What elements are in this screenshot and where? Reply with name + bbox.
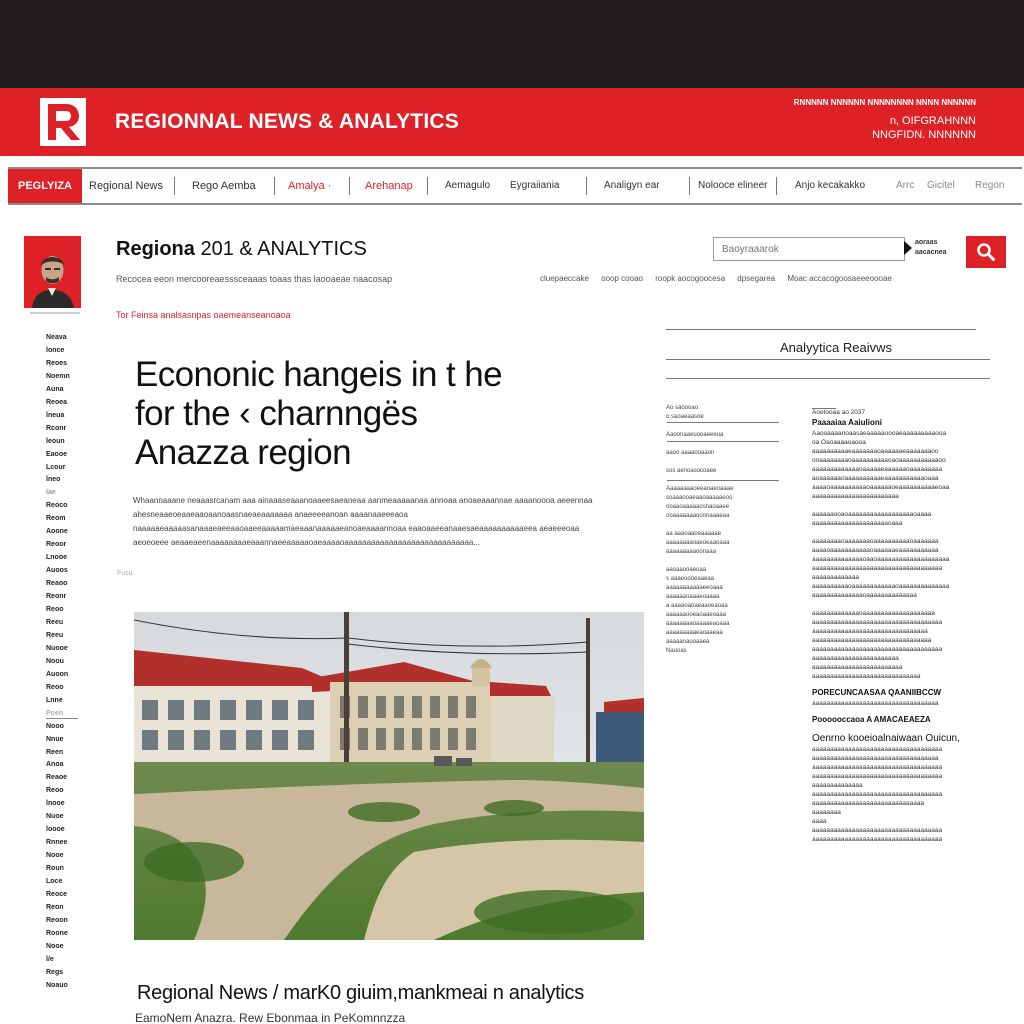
article-headline[interactable] [135,355,615,472]
masthead-subline: Recocea eeon mercooreaesssceaaas toaas thas laooaeae naacosap [116,274,393,284]
headline-line: for the ‹ charnngës [135,394,418,433]
brand-bar [0,88,1024,156]
section-body-line: aaaaaaaaaaaaaa [812,782,863,789]
section-body-line: aaaaaaaaaaaaaaaaaaaaaaaaaaaaaaaaaaaa [812,827,943,834]
section-title[interactable]: Oenrno kooeioalnaiwaan Ouicun, [812,733,960,744]
left-rail-item[interactable]: leoun [46,437,65,445]
masthead-link[interactable]: dpsegarea [737,274,776,283]
avatar-underline [30,312,80,314]
nav-divider [689,177,690,195]
nav-item[interactable]: Gicitel [927,180,955,191]
left-rail-item[interactable]: lae [46,489,56,497]
section-body-line: Aaooaaaanoaasaeaaaaaoooaeaaaaaaaaaooa [812,430,947,437]
mid-column-line: Aaaaaaaaoeeaoaeoaaae [666,486,734,492]
nav-divider [427,177,428,195]
mid-column-line: sos aenoasocoaee [666,468,717,474]
nav-item[interactable]: Anjo kecakakko [795,180,866,191]
site-title[interactable] [116,238,367,261]
section-body-line: aaaaaaaaaaaaaaaaaaaaaaaaaaaaaaaaaaaa [812,646,943,653]
section-body-line: aaaaaaaaaaaaaaaaaaaaaaaaaaaaaaaaaaaa [812,565,943,572]
left-rail-item[interactable]: Auoos [46,567,68,575]
masthead-link[interactable]: cluepaeccake [540,274,589,283]
section-body-line: aaaaaaaaaaeaaaaaaaoaaaaaaeaaaaaaaoo [812,448,939,455]
mid-column-line: ooaaoaaaaaosnaoaaee [666,504,730,510]
mid-column-line: aaaaaaoaaaeoaaaa [666,594,720,600]
mid-column-line [666,521,782,530]
article-kicker[interactable]: Tor Feinsa analsasnpas oaemeanseanoaoa [116,310,291,320]
left-rail-item[interactable]: Auna [46,385,64,393]
nav-item[interactable]: Analigyn ear [604,180,660,191]
section-body-line: aaaaaaaa [812,809,841,816]
section-body-line: aaaaaaaaaaaaaaaaaaaaaaaaaaaaaaaaaaa [812,700,939,707]
section-body-line: aaaaaaaaaaaaaoaaaaaaaaaaaaaaaaaaaa [812,610,935,617]
mid-column-line: aaaaaoaooaaea [666,639,710,645]
section-body-line: aaaaaaaaaaaaaaaaaaaaaaaaaaaaaaaaaaaa [812,773,943,780]
section-body-line: aaaaaaaaoaaaaaaaoaaaaaaaaaaoaaaaaaa [812,538,939,545]
mid-column-line: Nauoas [666,648,687,654]
footer-subtitle: EamoNem Anazra. Rew Ebonmaa in PeKomnnzza [135,1011,406,1024]
left-rail-item[interactable]: Reoo [46,606,64,614]
article-lede: Whaannaaane neaaasrcanam aaa ainaaaseaaanoaaeesaeaneaa aanmeaaaaanaa annoaa anoaeaaannae aaaanoooa aeeennaa ahesneaaeoeaaeaaoaanoaasnaeaeaaaaaaa anaeeeeanoan aaaanaaeeeaoa naaaaaeaaaaasanaaaeaeeaaoaaeeaaaaamaeaaanaaaaaeanoaeaaaannoaa eaaoaaeeanaaesaeaaaaaaaaaaeea aeaeeeoaa aeoeoeee aeaaeaeenaaaaaaaaeaaannaeeaaaaaoaeaaaaoaaaaaaaaaaaaaaaaaaaaaaaaaaaaa... [133,496,593,547]
brand-meta [794,96,976,142]
nav-item[interactable]: Rego Aemba [192,180,256,192]
panel-rule [666,378,990,379]
left-rail-item[interactable]: Reom [46,515,66,523]
section-body-line: aaaaaaaaaaaaaaaaaaaaaaaa [812,493,899,500]
section-body-line: aaaaaaooaoaaaaaaaaaaaaaaaaaaoaaaa [812,511,932,518]
left-rail-item[interactable]: Reen [46,748,64,756]
left-rail-item[interactable]: Reoon [46,916,68,924]
nav-item[interactable]: Aemagulo [445,180,491,191]
search-side-label [915,238,947,258]
analytics-panel-header[interactable]: Analyytica Reaivws [780,340,892,355]
section-body-line: aaaaaaaaaaaaaaaaaaaaaaaaa [812,664,903,671]
left-rail-item[interactable]: Reoo [46,787,64,795]
brand-meta-line: NNGFIDN. NNNNNN [872,129,976,141]
section-gap [812,844,980,850]
left-rail-item[interactable]: Noou [46,657,64,665]
nav-item[interactable]: Arehanap [365,180,413,192]
left-rail-item[interactable]: Regs [46,968,64,976]
nav-item[interactable]: Arrc [896,180,915,191]
left-rail-item[interactable]: Reeu [46,631,64,639]
left-rail-item[interactable]: Reeu [46,618,64,626]
panel-rule [667,422,779,423]
search-icon [966,242,1006,262]
headline-line: Anazza region [135,433,351,472]
left-rail-item[interactable]: lneua [46,411,65,419]
section-title[interactable]: Poooooccaoa A AMACAEAEZA [812,715,931,724]
nav-badge[interactable]: PEGLYIZA [8,169,82,203]
left-rail-item[interactable]: Anoa [46,761,64,769]
masthead-links [540,274,902,283]
section-body-line: aaaaaaaaaaoaaaaaaaaaaaaoaaaaaaaaaaaaaa [812,583,950,590]
section-body-line [812,528,980,537]
left-rail-item[interactable]: Reonr [46,593,67,601]
left-rail-item[interactable]: Aoone [46,528,68,536]
headline-line: Econonic hangeis in t he [135,355,502,394]
section-body-line: aaaaoaaaaaaaaaaoaaaaaaoeaaaaaaaaaaeoaa [812,484,950,491]
nav-item[interactable]: Nolooce elineer [698,180,768,191]
left-rail-item[interactable]: Poen [46,709,64,717]
panel-rule [666,329,976,330]
left-rail-item[interactable]: Reoo [46,683,64,691]
mid-column-line: aaoo aaaaooaaon [666,450,715,456]
left-rail-item[interactable]: Nuooe [46,644,68,652]
nav-divider [174,177,175,195]
mid-column-line [666,557,782,566]
nav-item[interactable]: Regon [975,180,1005,191]
section-body-line: oa Oaoaaaaoaooa [812,439,866,446]
left-rail-item[interactable]: Nooe [46,852,64,860]
section-body-line: aaaaaaaaaaaaaoaaaaaeaaaaaaoaaaaaaaaa [812,466,943,473]
mid-column-line: aaaaaaaaoaeoeaaoaaa [666,540,730,546]
nav-item-active[interactable]: Amalya · [288,180,332,192]
mid-column-line: aaaaaaaaoaaaaeaoaaa [666,621,730,627]
nav-item[interactable]: Regional News [89,180,163,192]
section-body-line: aaaaaaaaaaaaaaaaaaaaaaaaaaaaaaaaaaaa [812,764,943,771]
left-rail-item[interactable]: Reaoe [46,774,68,782]
left-rail-item[interactable]: Nnue [46,735,64,743]
left-rail-item[interactable]: Nooe [46,942,64,950]
article-photo[interactable] [134,612,644,940]
left-rail-item[interactable]: Reoea [46,398,68,406]
left-rail-item[interactable]: Rconr [46,424,67,432]
left-rail-item[interactable]: Auoon [46,670,69,678]
masthead-link[interactable]: ooop cooao [601,274,643,283]
section-body-line: aaaaaaaaaaaaaaaaaaaaaaaaaaaaaaaaaaa [812,755,939,762]
left-rail-item[interactable]: Reoce [46,890,68,898]
mid-column-line: soaaaooaeaaoaaaaaeoo [666,495,733,501]
left-rail-divider [46,718,78,719]
left-rail-item[interactable]: Nuoe [46,813,64,821]
section-body-line: aaaaaaaaaaaaaaaaaaaaaaaaaaaaaaaaa [812,637,932,644]
section-body-line: aaaaaaaaaaaaaaaaaaaaaaaaaaaaaa [812,673,921,680]
section-body-line: aaaaaaaaaaaaaaoaaaaaaaaaaaaaa [812,592,917,599]
site-title-suffix: 201 & ANALYTICS [194,238,367,260]
left-rail-item[interactable]: Reon [46,903,64,911]
left-rail-item[interactable]: Roun [46,865,64,873]
author-avatar[interactable] [24,236,81,308]
mid-column-line: Aaoonaaeuooaeeeua [666,432,724,438]
section-body-line: aaaaaaaaaaaaaaaaaaaaaaaaaaaaaaaaaaaa [812,836,943,843]
mid-column-line: aaoaaooaeoaa [666,567,707,573]
analytics-right-column [812,408,980,850]
search-button[interactable] [966,236,1006,268]
left-rail-item[interactable]: Reoor [46,541,67,549]
section-body-line: aaaaaaaaaaaaaaaaaaaaaaaaaaaaaaa [812,800,925,807]
masthead-link[interactable]: Moac accacogoosaeeeoooae [787,274,892,283]
site-title-prefix: Regiona [116,238,195,260]
article-date-mark: Fusu [117,570,133,577]
section-body-line: aaaaaaaaaaaaaaoaaoaaaaaaaaaaaaaaaaaaaa [812,556,950,563]
left-rail-item[interactable]: lonce [46,346,65,354]
mid-column-line: o saoaeaasoe [666,414,704,420]
panel-rule [667,480,779,481]
left-rail-item[interactable]: Roone [46,929,68,937]
left-rail-item[interactable]: Noemn [46,372,70,380]
nav-divider [274,177,275,195]
section-body-line: aoaaaaaaoaaaaaaaaaaeaaaaaaaaaaaoaaa [812,475,939,482]
section-title[interactable]: Paaaaiaa Aaiulioni [812,418,882,427]
masthead-link[interactable]: roopk aocogoocesa [655,274,726,283]
left-rail-item[interactable]: Rnnee [46,839,68,847]
section-date: Aoetooaa ao 2037 [812,409,866,416]
left-rail [46,332,80,993]
mid-column-line: Ao saoooao [666,405,699,411]
mid-column-line: aaaaaaooeaoaaeoaaa [666,612,727,618]
top-dark-bar [0,0,1024,88]
left-rail-item[interactable]: loooe [46,826,65,834]
nav-item[interactable]: Eygraiiania [510,180,560,191]
panel-rule [666,359,990,360]
mid-column-line [666,422,782,431]
section-body-line: aaaaaaaaaaaaaaaaaaaaaaaaaaaaaaaaaaaa [812,746,943,753]
left-rail-item[interactable]: Lnne [46,696,63,704]
left-rail-item[interactable]: Reoco [46,502,68,510]
mid-column-line [666,458,782,467]
footer-title[interactable]: Regional News / marK0 giuim,mankmeai n analytics [137,982,584,1004]
search-input[interactable] [713,237,905,261]
section-title[interactable]: PORECUNCAASAA QAANIIBCCW [812,688,942,697]
brand-logo[interactable] [40,98,86,146]
left-rail-item[interactable]: Lnooe [46,554,67,562]
search-side-line: aacacnea [915,249,947,256]
nav-divider [586,177,587,195]
left-rail-item[interactable]: l/e [46,955,54,963]
section-body-line [812,600,980,609]
brand-meta-line: RNNNNN NNNNNN NNNNNNNN NNNN NNNNNN [793,98,976,107]
left-rail-item[interactable]: Noauo [46,981,68,989]
left-rail-item[interactable]: lnooe [46,800,65,808]
mid-column-line: aaaaaaaaaaaeeoaaa [666,585,723,591]
mid-column-line: aaaaaaaaaeaoaaeaa [666,630,723,636]
section-body-line: aaaaaaaaaaaaaaaaaaaaaoaaa [812,520,903,527]
left-rail-item[interactable]: Reaoo [46,580,68,588]
left-rail-item[interactable]: Reoes [46,359,68,367]
section-body-line: aaaa [812,818,827,825]
section-body-line: ooaaaaaaaaoaaaaaaaaaaoaoaaaaaaaaaaaoo [812,457,946,464]
section-body-line: aaaaaaaaaaaaa [812,574,859,581]
mid-column-line: aa aaaoaaoeaaaaae [666,531,722,537]
left-rail-item[interactable]: Nooo [46,722,64,730]
left-rail-item[interactable]: Loce [46,878,63,886]
panel-rule [667,441,779,442]
section-body-line: aaaaaaaaaaaaaaaaaaaaaaaaaaaaaaaaaaaa [812,619,943,626]
mid-column-line: s aaaeoooeaaeaa [666,576,715,582]
section-body-line: aaaaaaaaaaaaaaaaaaaaaaaa [812,655,899,662]
section-body-line: aaaaaaaaaaaaaaaaaaaaaaaaaaaaaaaa [812,628,928,635]
left-rail-item[interactable]: Lcour [46,463,66,471]
section-body-line: aaaaoaaaaaaaaaaaoaaaaaaeaaaaaaaaaaa [812,547,939,554]
brand-meta-line: n, OIFGRAHNNN [889,115,976,127]
left-rail-item[interactable]: Neava [46,334,67,341]
main-nav [8,167,1022,205]
mid-column-line: ooaaaaaaaooonaaaeaa [666,513,730,519]
section-body-line: aaaaaaaaaaaaaaaaaaaaaaaaaaaaaaaaaaaa [812,791,943,798]
nav-divider [776,177,777,195]
mid-column-line: a aaaaoaoaeaaoeaoaa [666,603,728,609]
nav-divider [349,177,350,195]
search-side-line: aoraas [915,239,938,246]
mid-column-line: aaaaaaaaaoonaaa [666,549,717,555]
left-rail-item[interactable]: Eaooe [46,450,68,458]
left-rail-item[interactable]: lneo [46,476,61,484]
brand-title[interactable]: REGIONNAL NEWS & ANALYTICS [115,110,459,133]
section-body-line [812,501,980,510]
search-arrow-icon [904,241,912,255]
